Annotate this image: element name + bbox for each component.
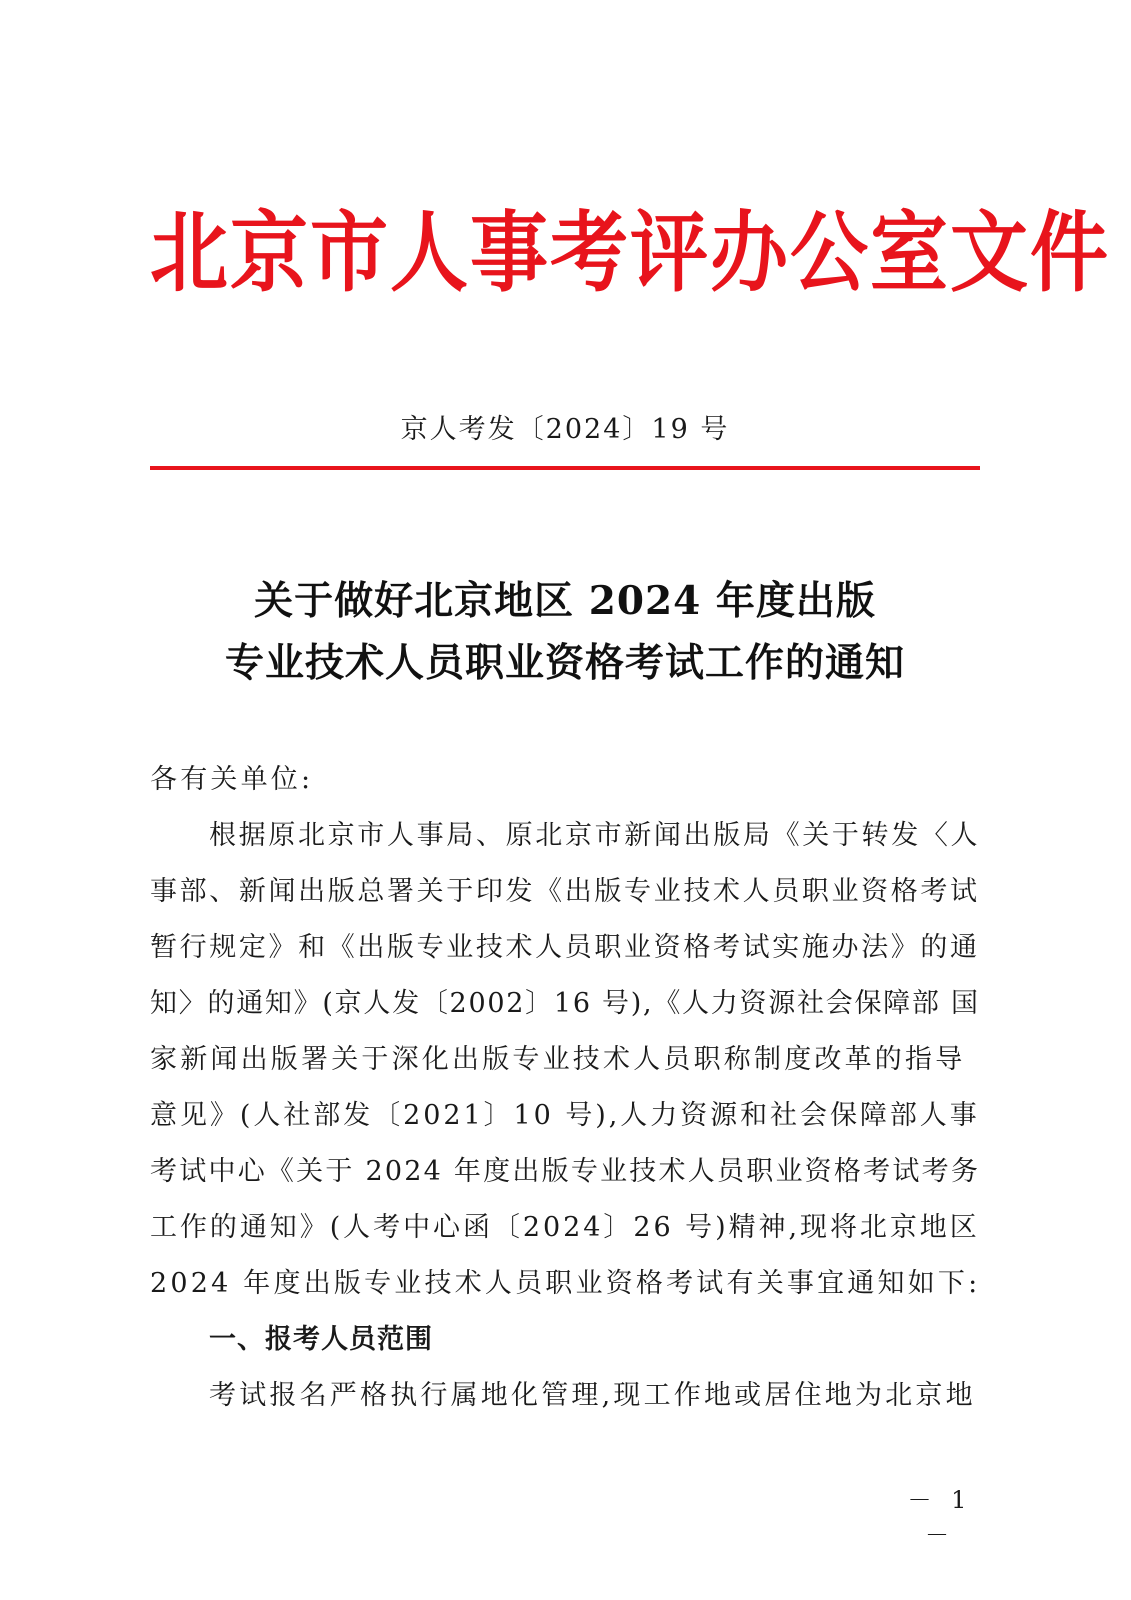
paragraph-line: 事部、新闻出版总署关于印发《出版专业技术人员职业资格考试 (150, 876, 980, 907)
paragraph-line: 知〉的通知》(京人发〔2002〕16 号),《人力资源社会保障部 国 (150, 988, 980, 1019)
salutation: 各有关单位: (150, 764, 314, 795)
section-heading: 一、报考人员范围 (209, 1324, 433, 1355)
paragraph-line: 2024 年度出版专业技术人员职业资格考试有关事宜通知如下: (150, 1268, 981, 1299)
red-divider-line (150, 466, 980, 470)
notice-title (150, 570, 980, 694)
paragraph-line: 工作的通知》(人考中心函〔2024〕26 号)精神,现将北京地区 (150, 1212, 980, 1243)
paragraph-line: 考试中心《关于 2024 年度出版专业技术人员职业资格考试考务 (150, 1156, 981, 1187)
document-number: 京人考发〔2024〕19 号 (400, 414, 730, 445)
paragraph-line: 根据原北京市人事局、原北京市新闻出版局《关于转发〈人 (209, 820, 981, 851)
masthead-title: 北京市人事考评办公室文件 (150, 203, 1111, 305)
notice-body (150, 752, 980, 1424)
page-number: － 1 － (907, 1486, 973, 1549)
paragraph-line: 意见》(人社部发〔2021〕10 号),人力资源和社会保障部人事 (150, 1100, 980, 1131)
notice-title-line-2: 专业技术人员职业资格考试工作的通知 (224, 640, 905, 686)
paragraph-line: 家新闻出版署关于深化出版专业技术人员职称制度改革的指导 (150, 1044, 966, 1075)
paragraph-line: 考试报名严格执行属地化管理,现工作地或居住地为北京地 (209, 1380, 976, 1411)
paragraph-line: 暂行规定》和《出版专业技术人员职业资格考试实施办法》的通 (150, 932, 980, 963)
notice-title-line-1: 关于做好北京地区 2024 年度出版 (254, 578, 876, 624)
